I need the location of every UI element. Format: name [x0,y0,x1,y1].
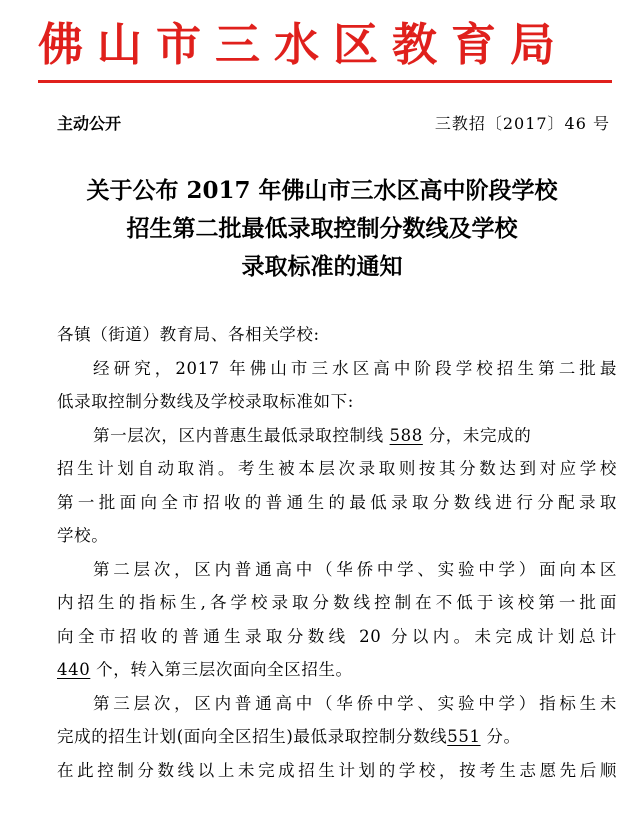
paragraph-2-line-4: 学校。 [57,526,109,545]
disclosure-label: 主动公开 [57,114,122,133]
document-title [34,172,610,286]
third-tier-score: 551 [447,727,481,746]
unfilled-plan-count: 440 [57,660,91,679]
paragraph-3-line-2: 内招生的指标生,各学校录取分数线控制在不低于该校第一批面 [57,593,617,612]
paragraph-1-line-1: 经研究，2017 年佛山市三水区高中阶段学校招生第二批最 [93,358,617,378]
document-body [57,318,617,787]
p3-last-text: 个，转入第三层次面向全区招生。 [90,660,353,679]
first-tier-score: 588 [389,425,423,445]
paragraph-2-line-3: 第一批面向全市招收的普通生的最低录取分数线进行分配录取 [57,492,617,512]
p4-text-before: 完成的招生计划(面向全区招生)最低录取控制分数线 [57,727,448,746]
salutation: 各镇（街道）教育局、各相关学校: [57,325,320,344]
paragraph-1-line-2: 低录取控制分数线及学校录取标准如下: [57,392,354,411]
p2-text-after: 分，未完成的 [422,425,532,445]
title-line-2: 招生第二批最低录取控制分数线及学校 [126,215,518,242]
paragraph-2-line-1 [57,419,617,453]
paragraph-2-line-2: 招生计划自动取消。考生被本层次录取则按其分数达到对应学校 [57,459,617,478]
paragraph-3-line-1: 第二层次，区内普通高中（华侨中学、实验中学）面向本区 [93,559,617,579]
paragraph-3-line-3: 向全市招收的普通生录取分数线 20 分以内。未完成计划总计 [57,626,617,646]
paragraph-4-line-1: 第三层次，区内普通高中（华侨中学、实验中学）指标生未 [93,693,617,713]
paragraph-3-line-4 [57,653,617,687]
title-line-3: 录取标准的通知 [241,253,403,280]
p2-text-before: 第一层次，区内普惠生最低录取控制线 [93,425,390,445]
p4-text-after: 分。 [480,727,521,746]
document-number: 三教招〔2017〕46 号 [434,114,610,133]
title-line-1: 关于公布 2017 年佛山市三水区高中阶段学校 [86,177,558,204]
paragraph-4-line-3: 在此控制分数线以上未完成招生计划的学校，按考生志愿先后顺 [57,760,617,780]
paragraph-4-line-2 [57,720,617,754]
org-header-title: 佛山市三水区教育局 [38,18,570,71]
header-red-rule [38,80,612,83]
